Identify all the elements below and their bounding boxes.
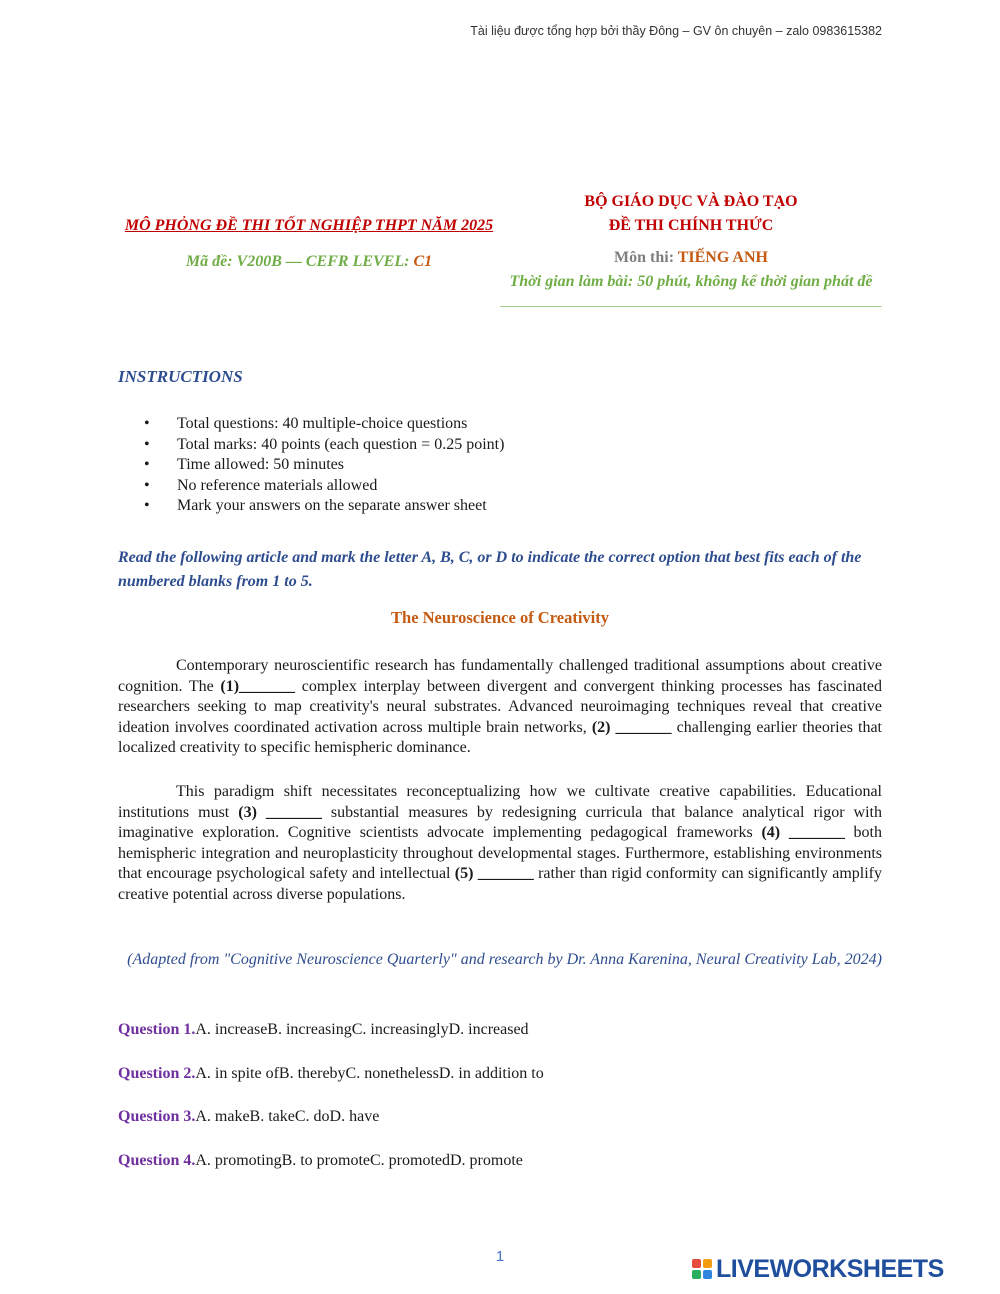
liveworksheets-logo[interactable] (692, 1255, 944, 1283)
question-options[interactable]: A. promotingB. to promoteC. promotedD. promote (195, 1152, 523, 1169)
question-label: Question 4. (118, 1152, 196, 1169)
question-label: Question 2. (118, 1065, 196, 1082)
instruction-item: • No reference materials allowed (118, 476, 504, 497)
blank-1: (1)_______ (220, 677, 296, 695)
logo-square (692, 1270, 701, 1279)
text-segment: challenging earlier theories that localized creativity to specific hemispheric dominance. (118, 718, 882, 757)
question-options[interactable]: A. increaseB. increasingC. increasinglyD. increased (195, 1021, 529, 1038)
reading-direction: Read the following article and mark the letter A, B, C, or D to indicate the correct option that best fits each of the numbered blanks from 1 to 5. (118, 549, 862, 590)
subject-label: Môn thi: (614, 249, 678, 266)
question-3 (118, 1106, 379, 1128)
logo-text: LIVEWORKSHEETS (716, 1254, 944, 1283)
question-options[interactable]: A. makeB. takeC. doD. have (195, 1108, 380, 1125)
question-label: Question 3. (118, 1108, 196, 1125)
exam-code-prefix: Mã đề: V200B — CEFR LEVEL: (185, 253, 414, 270)
question-4 (118, 1150, 523, 1172)
cefr-level: C1 (413, 253, 433, 270)
text-segment: Contemporary neuroscientific research has fundamentally challenged traditional assumptions about creative cognition. The (118, 657, 882, 695)
logo-grid-icon (692, 1259, 712, 1279)
time-note: Thời gian làm bài: 50 phút, không kể thời gian phát đề (509, 273, 873, 290)
instruction-item: • Total questions: 40 multiple-choice questions (118, 414, 504, 435)
instructions-list (118, 414, 504, 517)
text-segment: both hemispheric integration and neuroplasticity throughout developmental stages. Furthermore, establishing environments that encourage psychological safety and intellectual (118, 824, 883, 883)
page-number: 1 (495, 1248, 505, 1265)
article-paragraph-1 (118, 656, 882, 759)
logo-square (703, 1270, 712, 1279)
subject-line (500, 246, 882, 270)
logo-square (692, 1259, 701, 1268)
question-2 (118, 1063, 544, 1085)
ministry-name: BỘ GIÁO DỤC VÀ ĐÀO TẠO (584, 193, 798, 210)
exam-simulation-block (118, 214, 500, 271)
question-label: Question 1. (118, 1021, 196, 1038)
article-paragraph-2 (118, 782, 882, 906)
logo-square (703, 1259, 712, 1268)
official-exam-label: ĐỀ THI CHÍNH THỨC (608, 217, 774, 234)
text-segment: rather than rigid conformity can significantly amplify creative potential across diverse populations. (118, 865, 883, 903)
instruction-item: • Time allowed: 50 minutes (118, 455, 504, 476)
subject-name: TIẾNG ANH (677, 249, 768, 266)
blank-3: (3) _______ (238, 803, 322, 821)
blank-2: (2) _______ (591, 718, 672, 736)
question-options[interactable]: A. in spite ofB. therebyC. nonethelessD. in addition to (195, 1065, 544, 1082)
header-note: Tài liệu được tổng hợp bởi thầy Đông – GV ôn chuyên – zalo 0983615382 (470, 24, 882, 38)
blank-5: (5) _______ (454, 865, 534, 883)
blank-4: (4) _______ (761, 824, 845, 842)
text-segment: This paradigm shift necessitates reconceptualizing how we cultivate creative capabilities. Educational institutions must (118, 783, 882, 821)
instructions-title: INSTRUCTIONS (118, 367, 243, 386)
instruction-item: • Total marks: 40 points (each question = 0.25 point) (118, 435, 504, 456)
article-title: The Neuroscience of Creativity (391, 608, 609, 627)
ministry-block (500, 190, 882, 307)
instruction-item: • Mark your answers on the separate answer sheet (118, 496, 504, 517)
text-segment: substantial measures by redesigning curricula that balance analytical rigor with imaginative exploration. Cognitive scientists advocate implementing pedagogical frameworks (118, 803, 883, 842)
exam-code (118, 253, 500, 271)
simulation-title: MÔ PHỎNG ĐỀ THI TỐT NGHIỆP THPT NĂM 2025 (124, 217, 494, 234)
question-1 (118, 1019, 529, 1041)
article-source: (Adapted from "Cognitive Neuroscience Quarterly" and research by Dr. Anna Karenina, Neural Creativity Lab, 2024) (127, 951, 882, 968)
text-segment: complex interplay between divergent and convergent thinking processes has fascinated researchers seeking to map creativity's neural substrates. Advanced neuroimaging techniques reveal that creative ideation involves coordinated activation across multiple brain networks, (118, 677, 882, 736)
